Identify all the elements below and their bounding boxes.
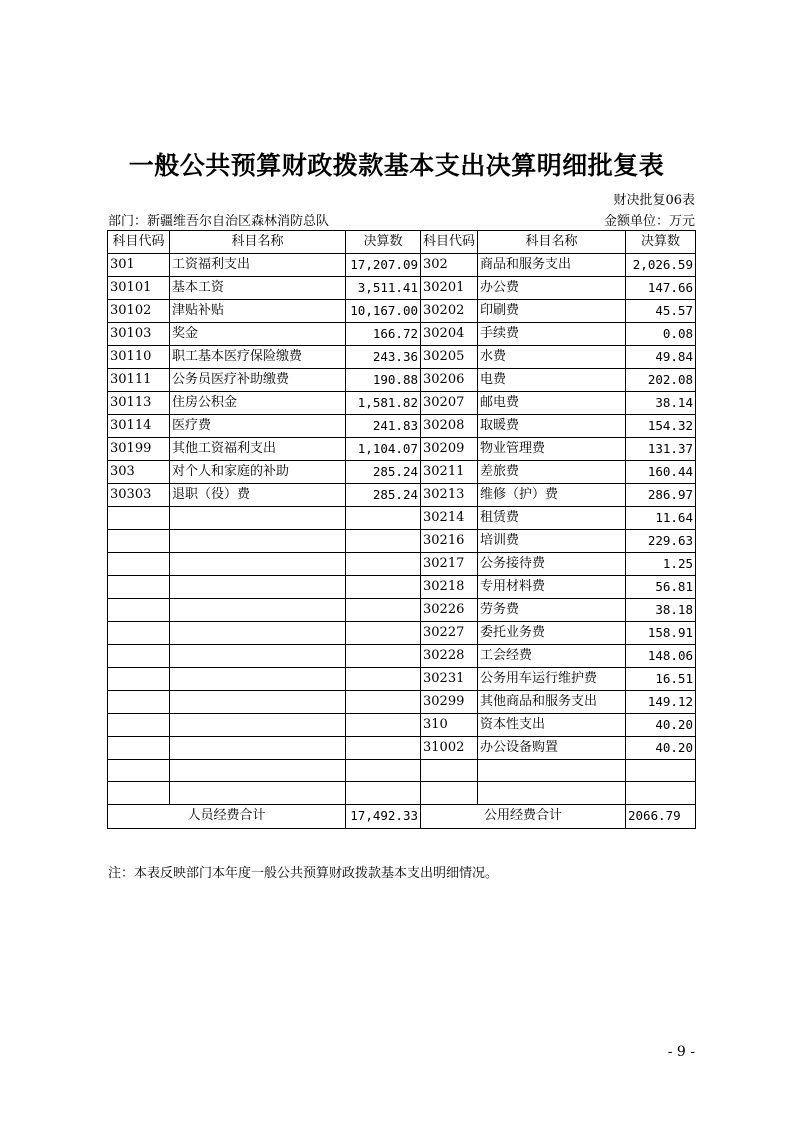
cell-code-right: 30211 (421, 461, 478, 484)
table-row (108, 576, 696, 599)
cell-amount-left: 166.72 (346, 323, 421, 346)
cell-name-left (170, 507, 346, 530)
table-row (108, 599, 696, 622)
table-row (108, 277, 696, 300)
cell-name-right: 手续费 (478, 323, 626, 346)
cell-code-right: 30202 (421, 300, 478, 323)
cell-code-right: 30218 (421, 576, 478, 599)
cell-name-right: 维修（护）费 (478, 484, 626, 507)
cell-amount-left (346, 622, 421, 645)
cell-code-right: 30208 (421, 415, 478, 438)
table-row (108, 553, 696, 576)
cell-name-left: 退职（役）费 (170, 484, 346, 507)
form-number: 财决批复06表 (613, 193, 695, 208)
personnel-total-amount: 17,492.33 (346, 804, 421, 828)
cell-amount-left (346, 691, 421, 714)
table-row (108, 392, 696, 415)
cell-code-right: 30213 (421, 484, 478, 507)
cell-name-left: 医疗费 (170, 415, 346, 438)
cell-amount-right: 49.84 (626, 346, 696, 369)
cell-name-right: 邮电费 (478, 392, 626, 415)
cell-name-right: 委托业务费 (478, 622, 626, 645)
table-row (108, 369, 696, 392)
cell-name-left (170, 530, 346, 553)
table-body (108, 254, 696, 805)
cell-amount-right (626, 782, 696, 804)
cell-name-left (170, 645, 346, 668)
cell-amount-right: 11.64 (626, 507, 696, 530)
cell-amount-right: 38.14 (626, 392, 696, 415)
cell-name-right: 办公费 (478, 277, 626, 300)
cell-name-right: 资本性支出 (478, 714, 626, 737)
cell-amount-left (346, 714, 421, 737)
document-title: 一般公共预算财政拨款基本支出决算明细批复表 (128, 151, 665, 180)
table-row (108, 300, 696, 323)
table-row (108, 714, 696, 737)
cell-name-left (170, 691, 346, 714)
header-code-left: 科目代码 (108, 231, 170, 254)
cell-name-right: 办公设备购置 (478, 737, 626, 760)
table-row (108, 760, 696, 782)
cell-amount-left (346, 507, 421, 530)
table-row (108, 622, 696, 645)
cell-code-left (108, 622, 170, 645)
cell-amount-left (346, 553, 421, 576)
cell-code-right: 30206 (421, 369, 478, 392)
amount-unit-label: 金额单位：万元 (603, 214, 695, 229)
cell-name-left (170, 714, 346, 737)
cell-code-right: 30231 (421, 668, 478, 691)
cell-name-right: 工会经费 (478, 645, 626, 668)
table-row (108, 484, 696, 507)
cell-code-right: 30214 (421, 507, 478, 530)
cell-amount-right: 45.57 (626, 300, 696, 323)
cell-amount-left: 10,167.00 (346, 300, 421, 323)
table-row (108, 415, 696, 438)
cell-amount-left (346, 645, 421, 668)
cell-code-left: 301 (108, 254, 170, 277)
cell-code-left: 30110 (108, 346, 170, 369)
cell-name-right: 公务接待费 (478, 553, 626, 576)
cell-name-left (170, 760, 346, 782)
cell-name-left: 津贴补贴 (170, 300, 346, 323)
table-row (108, 530, 696, 553)
cell-code-left: 30111 (108, 369, 170, 392)
cell-code-right: 310 (421, 714, 478, 737)
cell-name-right: 水费 (478, 346, 626, 369)
cell-code-right: 30204 (421, 323, 478, 346)
table-header-row (108, 231, 696, 254)
footnote: 注：本表反映部门本年度一般公共预算财政拨款基本支出明细情况。 (108, 866, 499, 881)
cell-name-left (170, 668, 346, 691)
cell-name-right: 公务用车运行维护费 (478, 668, 626, 691)
cell-code-right: 30299 (421, 691, 478, 714)
cell-code-left: 303 (108, 461, 170, 484)
table-row (108, 782, 696, 804)
cell-code-right (421, 760, 478, 782)
cell-amount-left: 241.83 (346, 415, 421, 438)
cell-name-left: 奖金 (170, 323, 346, 346)
cell-code-left (108, 507, 170, 530)
cell-name-right: 租赁费 (478, 507, 626, 530)
cell-amount-right: 38.18 (626, 599, 696, 622)
cell-amount-right: 148.06 (626, 645, 696, 668)
cell-amount-left (346, 782, 421, 804)
cell-name-right: 专用材料费 (478, 576, 626, 599)
cell-name-right: 商品和服务支出 (478, 254, 626, 277)
cell-amount-right: 40.20 (626, 737, 696, 760)
totals-row (108, 804, 696, 828)
cell-name-right (478, 782, 626, 804)
cell-amount-left: 190.88 (346, 369, 421, 392)
cell-code-left (108, 668, 170, 691)
cell-code-right: 30226 (421, 599, 478, 622)
cell-code-right: 30227 (421, 622, 478, 645)
cell-amount-right: 40.20 (626, 714, 696, 737)
table-row (108, 668, 696, 691)
cell-amount-left: 1,581.82 (346, 392, 421, 415)
cell-name-left (170, 553, 346, 576)
cell-code-right: 30228 (421, 645, 478, 668)
cell-amount-right: 0.08 (626, 323, 696, 346)
cell-name-left (170, 576, 346, 599)
header-name-left: 科目名称 (170, 231, 346, 254)
cell-amount-right: 131.37 (626, 438, 696, 461)
cell-amount-left: 3,511.41 (346, 277, 421, 300)
cell-name-left: 职工基本医疗保险缴费 (170, 346, 346, 369)
cell-code-left: 30113 (108, 392, 170, 415)
public-total-label: 公用经费合计 (421, 804, 626, 828)
cell-name-left: 基本工资 (170, 277, 346, 300)
cell-name-right: 其他商品和服务支出 (478, 691, 626, 714)
cell-code-right: 30205 (421, 346, 478, 369)
header-amount-right: 决算数 (626, 231, 696, 254)
cell-amount-right: 202.08 (626, 369, 696, 392)
cell-name-right: 电费 (478, 369, 626, 392)
cell-amount-right: 16.51 (626, 668, 696, 691)
cell-amount-left (346, 668, 421, 691)
cell-name-left: 住房公积金 (170, 392, 346, 415)
cell-code-left (108, 691, 170, 714)
header-amount-left: 决算数 (346, 231, 421, 254)
cell-amount-left (346, 737, 421, 760)
cell-amount-left (346, 599, 421, 622)
cell-code-left: 30102 (108, 300, 170, 323)
cell-name-left (170, 622, 346, 645)
table-row (108, 645, 696, 668)
cell-amount-left: 285.24 (346, 484, 421, 507)
table-row (108, 461, 696, 484)
cell-code-left (108, 599, 170, 622)
cell-code-right: 30216 (421, 530, 478, 553)
cell-amount-left (346, 530, 421, 553)
cell-code-left: 30303 (108, 484, 170, 507)
cell-name-left (170, 737, 346, 760)
cell-name-right (478, 760, 626, 782)
cell-code-left: 30101 (108, 277, 170, 300)
cell-code-right: 302 (421, 254, 478, 277)
cell-name-left: 工资福利支出 (170, 254, 346, 277)
cell-name-right: 差旅费 (478, 461, 626, 484)
cell-name-left: 其他工资福利支出 (170, 438, 346, 461)
cell-amount-right: 149.12 (626, 691, 696, 714)
cell-code-left (108, 760, 170, 782)
cell-code-left: 30103 (108, 323, 170, 346)
cell-name-left (170, 599, 346, 622)
cell-code-left: 30114 (108, 415, 170, 438)
cell-amount-right: 154.32 (626, 415, 696, 438)
cell-code-left (108, 530, 170, 553)
table-row (108, 323, 696, 346)
cell-code-left (108, 576, 170, 599)
cell-name-left: 对个人和家庭的补助 (170, 461, 346, 484)
table-row (108, 346, 696, 369)
cell-code-left (108, 553, 170, 576)
page-number: - 9 - (667, 1044, 695, 1060)
table-row (108, 691, 696, 714)
cell-name-right: 劳务费 (478, 599, 626, 622)
cell-code-right: 30217 (421, 553, 478, 576)
cell-name-right: 印刷费 (478, 300, 626, 323)
cell-code-right (421, 782, 478, 804)
cell-amount-left: 1,104.07 (346, 438, 421, 461)
cell-code-right: 30201 (421, 277, 478, 300)
cell-code-left (108, 645, 170, 668)
cell-name-right: 培训费 (478, 530, 626, 553)
header-name-right: 科目名称 (478, 231, 626, 254)
department-label: 部门：新疆维吾尔自治区森林消防总队 (108, 214, 330, 229)
cell-code-left (108, 782, 170, 804)
cell-amount-right: 229.63 (626, 530, 696, 553)
cell-name-right: 物业管理费 (478, 438, 626, 461)
table-row (108, 438, 696, 461)
cell-amount-right: 160.44 (626, 461, 696, 484)
cell-amount-right: 2,026.59 (626, 254, 696, 277)
cell-amount-left: 17,207.09 (346, 254, 421, 277)
cell-code-left (108, 714, 170, 737)
cell-code-right: 30209 (421, 438, 478, 461)
table-row (108, 737, 696, 760)
expenditure-table (107, 230, 696, 829)
cell-amount-left: 243.36 (346, 346, 421, 369)
cell-amount-right (626, 760, 696, 782)
public-total-amount: 2066.79 (626, 804, 696, 828)
personnel-total-label: 人员经费合计 (108, 804, 346, 828)
table-row (108, 254, 696, 277)
cell-amount-left (346, 760, 421, 782)
cell-name-left: 公务员医疗补助缴费 (170, 369, 346, 392)
cell-code-left (108, 737, 170, 760)
cell-amount-left: 285.24 (346, 461, 421, 484)
cell-name-right: 取暖费 (478, 415, 626, 438)
header-code-right: 科目代码 (421, 231, 478, 254)
cell-name-left (170, 782, 346, 804)
cell-amount-right: 286.97 (626, 484, 696, 507)
cell-amount-right: 147.66 (626, 277, 696, 300)
cell-code-right: 30207 (421, 392, 478, 415)
table-row (108, 507, 696, 530)
cell-amount-right: 158.91 (626, 622, 696, 645)
cell-amount-left (346, 576, 421, 599)
cell-code-left: 30199 (108, 438, 170, 461)
cell-code-right: 31002 (421, 737, 478, 760)
cell-amount-right: 56.81 (626, 576, 696, 599)
cell-amount-right: 1.25 (626, 553, 696, 576)
